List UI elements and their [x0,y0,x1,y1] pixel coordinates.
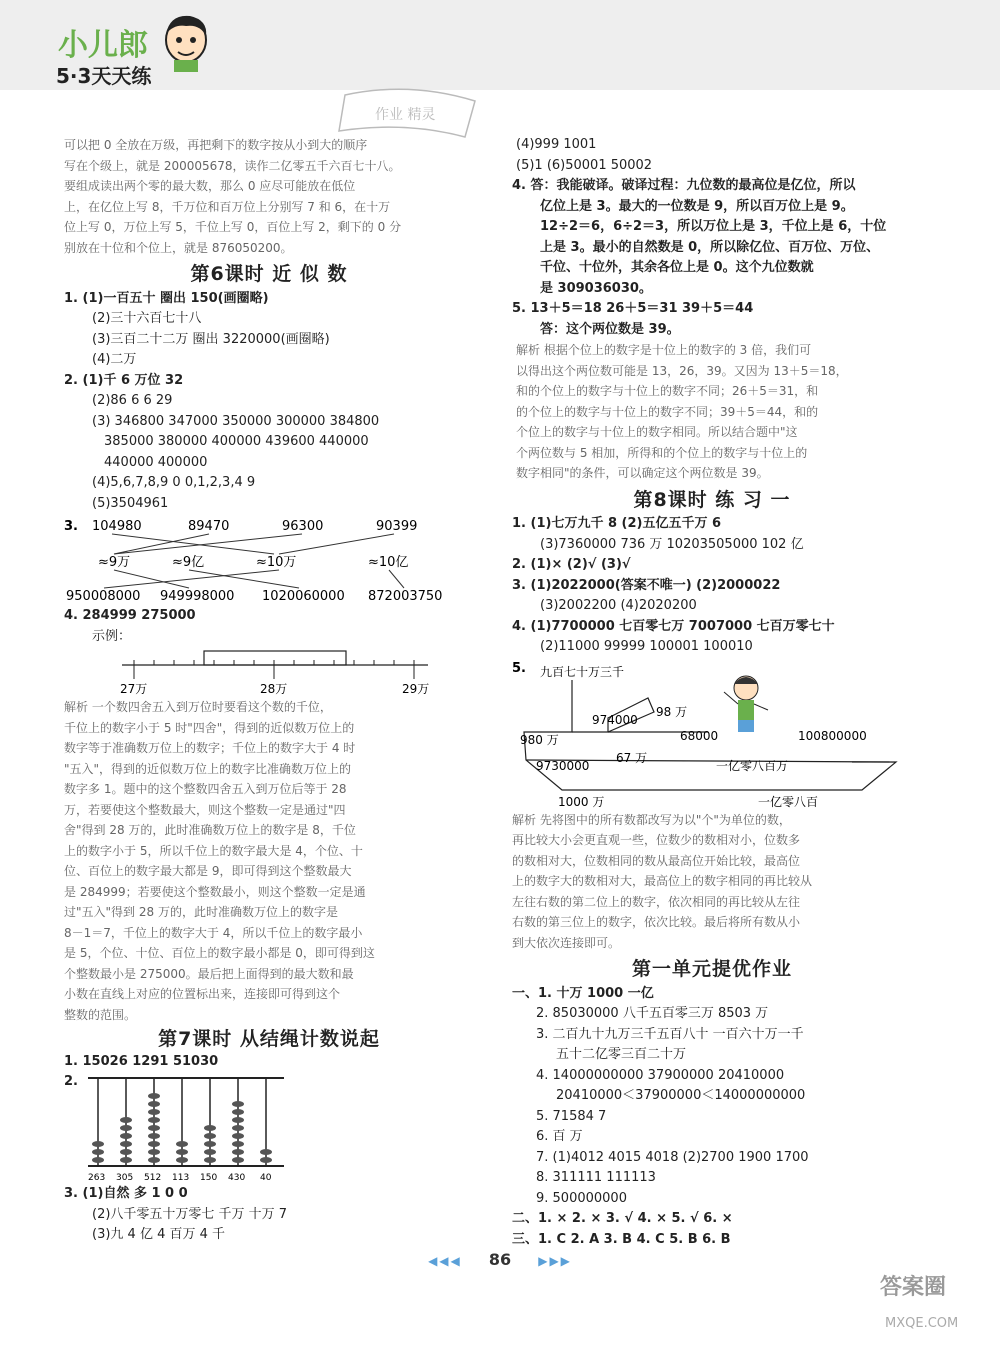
analysis-paragraph [64,697,474,1025]
answer-line: 4. (1)7700000 七百零七万 7007000 七百万零七十 [512,618,835,634]
text-line: 和的个位上的数字与十位上的数字不同；26＋5＝31，和 [516,384,819,398]
abacus-label: 305 [116,1173,134,1183]
boat-label: 100800000 [798,728,867,743]
answer-line: 5. 13＋5＝18 26＋5＝31 39＋5＝44 [512,301,754,316]
abacus-label: 263 [88,1173,106,1183]
text-line: 再比较大小会更直观一些，位数少的数相对小，位数多 [512,833,801,847]
text-line: 右数的第三位上的数字，依次比较。最后将所有数从小 [512,915,801,929]
text-line: 万，若要使这个整数最大，则这个整数一定是通过"四 [64,802,346,817]
abacus-icon [84,1072,304,1184]
match-top: 89470 [188,519,230,534]
analysis-paragraph [512,340,912,484]
answer-line: (5)3504961 [92,495,169,511]
example-label: 示例： [92,628,132,644]
text-line: 千位上的数字小于 5 时"四舍"，得到的近似数万位上的 [64,720,355,735]
lesson8-answers [512,514,912,658]
abacus-label: 512 [144,1173,162,1183]
text-line: 别放在十位和个位上，就是 876050200。 [64,240,293,255]
analysis-paragraph [512,810,912,954]
lesson6-answers [64,289,474,515]
boy-icon [724,676,768,732]
answer-line: (2)11000 99999 100001 100010 [540,639,753,654]
answer-line: 440000 400000 [104,454,208,470]
abacus-figure [64,1072,474,1184]
match-mid: ≈9万 [98,555,131,570]
right-column [512,135,912,1250]
boat-diagram [512,658,912,810]
text-line: 过"五入"得到 28 万的，此时准确数万位上的数字是 [64,905,338,919]
match-top: 104980 [92,519,142,534]
text-line: 个两位数与 5 相加，所得和的个位上的数字与十位上的 [516,445,808,460]
intro-paragraph [64,135,474,258]
answer-line: 4. 答：我能破译。破译过程：九位数的最高位是亿位，所以 [512,178,856,193]
answer-line: 上是 3。最小的自然数是 0，所以除亿位、百万位、万位、 [540,239,880,255]
answer-line: (3)7360000 736 万 10203505000 102 亿 [540,536,804,552]
answer-line: 9. 500000000 [536,1190,627,1206]
answer-line: 12÷2＝6，6÷2＝3，所以万位上是 3，千位上是 6，十位 [540,219,887,234]
svg-text:作业 精灵: 作业 精灵 [375,107,436,123]
answer-line: (2)三十六百七十八 [92,311,202,326]
lesson7-title: 第7课时 从结绳计数说起 [158,1028,380,1050]
text-line: 个整数最小是 275000。最后把上面得到的最大数和最 [64,966,354,981]
text-line: 到大依次连接即可。 [512,935,621,950]
abacus-label: 113 [172,1173,190,1183]
text-line: 小数在直线上对应的位置标出来，连接即可得到这个 [64,987,341,1001]
answer-line: (3)三百二十二万 圈出 3220000(画圈略) [92,331,330,347]
page-header [0,0,1000,123]
answer-line: 千位、十位外，其余各位上是 0。这个九位数就 [540,260,814,275]
unit-title: 第一单元提优作业 [631,958,792,980]
page-footer [0,1250,1000,1269]
boat-label: 一亿零八百万 [716,758,789,773]
text-line: 上，在亿位上写 8，千万位和百万位上分别写 7 和 6，在十万 [64,199,391,214]
text-line: "五入"，得到的近似数万位上的数字比准确数万位上的 [64,761,352,776]
match-mid: ≈10万 [256,555,297,570]
number-line-label: 29万 [402,682,430,695]
number-line-label: 28万 [260,682,288,695]
text-line: 是 5，个位、十位、百位上的数字最小都是 0，即可得到这 [64,946,375,960]
lesson6-title: 第6课时 近 似 数 [190,263,348,285]
text-line: 左往右数的第二位上的数字，依次相同的再比较从左往 [512,894,801,909]
answer-line: (2)八千零五十万零七 千万 十万 7 [92,1206,288,1222]
answer-line: (4)999 1001 [516,137,597,152]
boat-label: 974000 [592,712,638,727]
answer-line: 385000 380000 400000 439600 440000 [104,434,369,449]
text-line: 位、百位上的数字最大都是 9，即可得到这个整数最大 [64,864,352,878]
prev-arrows-icon: ◀◀◀ [428,1254,462,1268]
answer-line: 答：这个两位数是 39。 [540,321,680,337]
match-bottom: 949998000 [160,589,235,604]
text-line: 解析 根据个位上的数字是十位上的数字的 3 倍，我们可 [516,343,812,357]
watermark-logo: 答案圈 [880,1275,947,1300]
text-line: 可以把 0 全放在万级，再把剩下的数字按从小到大的顺序 [64,138,368,152]
question-number: 2. [64,1074,78,1089]
abacus-label: 430 [228,1173,246,1183]
boat-label: 9730000 [536,758,590,773]
text-line: 是 284999；若要使这个整数最小，则这个整数一定是通 [64,884,366,899]
text-line: 个位上的数字与十位上的数字相同。所以结合题中"这 [516,425,798,439]
page-number: 86 [488,1250,512,1269]
brand-logo-subtitle: 5·3天天练 [56,64,152,88]
answer-line: 2. (1)千 6 万位 32 [64,372,184,388]
text-line: 舍"得到 28 万的，此时准确数万位上的数字是 8，千位 [64,823,356,837]
match-top: 96300 [282,519,324,534]
abacus-label: 40 [260,1173,272,1183]
text-line: 写在个级上，就是 200005678，读作二亿零五千六百七十八。 [64,158,401,173]
text-line: 的个位上的数字与十位上的数字不同；39＋5＝44，和的 [516,404,819,419]
answer-line: 3. (1)自然 多 1 0 0 [64,1186,188,1201]
boat-label: 67 万 [616,750,648,765]
text-line: 要组成读出两个零的最大数，那么 0 应尽可能放在低位 [64,179,356,193]
text-line: 解析 一个数四舍五入到万位时要看这个数的千位， [64,700,332,714]
next-arrows-icon: ▶▶▶ [538,1254,572,1268]
answer-line: 8. 311111 111113 [536,1170,656,1185]
text-line: 数字多 1。题中的这个整数四舍五入到万位后等于 28 [64,782,347,796]
match-mid: ≈10亿 [368,555,409,570]
match-mid: ≈9亿 [172,555,205,570]
number-line-label: 27万 [120,682,148,695]
boat-label: 1000 万 [558,794,605,809]
text-line: 解析 先将图中的所有数都改写为以"个"为单位的数， [512,812,791,827]
answer-line: 五十二亿零三百二十万 [556,1047,687,1062]
boat-label: 一亿零八百 [758,794,819,809]
text-line: 整数的范围。 [64,1007,137,1022]
answer-line: (3)2002200 (4)2020200 [540,598,697,613]
answer-line: 4. 14000000000 37900000 20410000 [536,1067,785,1083]
number-line [64,647,474,695]
answer-line: 20410000＜37900000＜14000000000 [556,1088,806,1103]
match-bottom: 1020060000 [262,589,345,604]
question-number: 5. [512,660,526,676]
left-column [64,135,474,1246]
answer-line: 1. (1)一百五十 圈出 150(画圈略) [64,290,269,306]
boat-label: 九百七十万三千 [540,664,625,679]
answer-line: (2)86 6 6 29 [92,393,173,408]
answer-line: 2. 85030000 八千五百零三万 8503 万 [536,1006,769,1021]
text-line: 数字等于准确数万位上的数字；千位上的数字大于 4 时 [64,741,356,755]
answer-line: 一、1. 十万 1000 一亿 [512,985,654,1001]
answer-line: 1. (1)七万九千 8 (2)五亿五千万 6 [512,516,722,531]
match-top: 90399 [376,519,418,534]
abacus-label: 150 [200,1173,218,1183]
text-line: 上的数字大的数相对大，最高位上的数字相同的再比较从 [512,874,813,888]
answer-line: 3. (1)2022000(答案不唯一) (2)2000022 [512,577,781,593]
answer-line: (3)九 4 亿 4 百万 4 千 [92,1227,226,1242]
match-bottom: 872003750 [368,589,443,604]
answer-line: 3. 二百九十九万三千五百八十 一百六十万一千 [536,1026,804,1042]
answer-line: 2. (1)× (2)√ (3)√ [512,557,631,572]
answer-line: (4)二万 [92,352,137,367]
answer-line: 三、1. C 2. A 3. B 4. C 5. B 6. B [512,1231,731,1247]
matching-diagram [64,516,474,604]
unit-answers [512,984,912,1251]
boat-label: 980 万 [520,732,559,747]
answer-line: 6. 百 万 [536,1129,583,1144]
text-line: 以得出这个两位数可能是 13，26，39。又因为 13＋5＝18， [516,363,848,378]
answer-line: 亿位上是 3。最大的一位数是 9，所以百万位上是 9。 [540,198,854,214]
lesson8-title: 第8课时 练 习 一 [633,488,791,511]
answer-line: 二、1. × 2. × 3. √ 4. × 5. √ 6. × [512,1211,733,1226]
mascot-icon [160,12,212,74]
match-bottom: 950008000 [66,589,141,604]
q4-answer [512,176,912,299]
answer-line: (5)1 (6)50001 50002 [516,157,653,173]
text-line: 上的数字小于 5，所以千位上的数字最大是 4，个位、十 [64,843,363,858]
answer-line: (3) 346800 347000 350000 300000 384800 [92,413,380,429]
watermark-url: MXQE.COM [885,1316,959,1331]
answer-line: 是 309036030。 [540,280,652,296]
answer-line: 7. (1)4012 4015 4018 (2)2700 1900 1700 [536,1149,809,1165]
text-line: 位上写 0，万位上写 5，千位上写 0，百位上写 2，剩下的 0 分 [64,220,402,234]
answer-line: 4. 284999 275000 [64,608,196,623]
question-number: 3. [64,519,78,534]
text-line: 的数相对大，位数相同的数从最高位开始比较，最高位 [512,853,801,868]
answer-line: 1. 15026 1291 51030 [64,1053,219,1069]
boat-label: 68000 [680,728,719,743]
text-line: 8－1＝7，千位上的数字大于 4，所以千位上的数字最小 [64,925,363,940]
answer-line: (4)5,6,7,8,9 0 0,1,2,3,4 9 [92,475,256,490]
match-lines [104,534,404,588]
text-line: 数字相同"的条件，可以确定这个两位数是 39。 [516,466,769,480]
boat-label: 98 万 [656,704,688,719]
brand-logo-title: 小儿郎 [58,28,148,63]
answer-line: 5. 71584 7 [536,1108,607,1124]
